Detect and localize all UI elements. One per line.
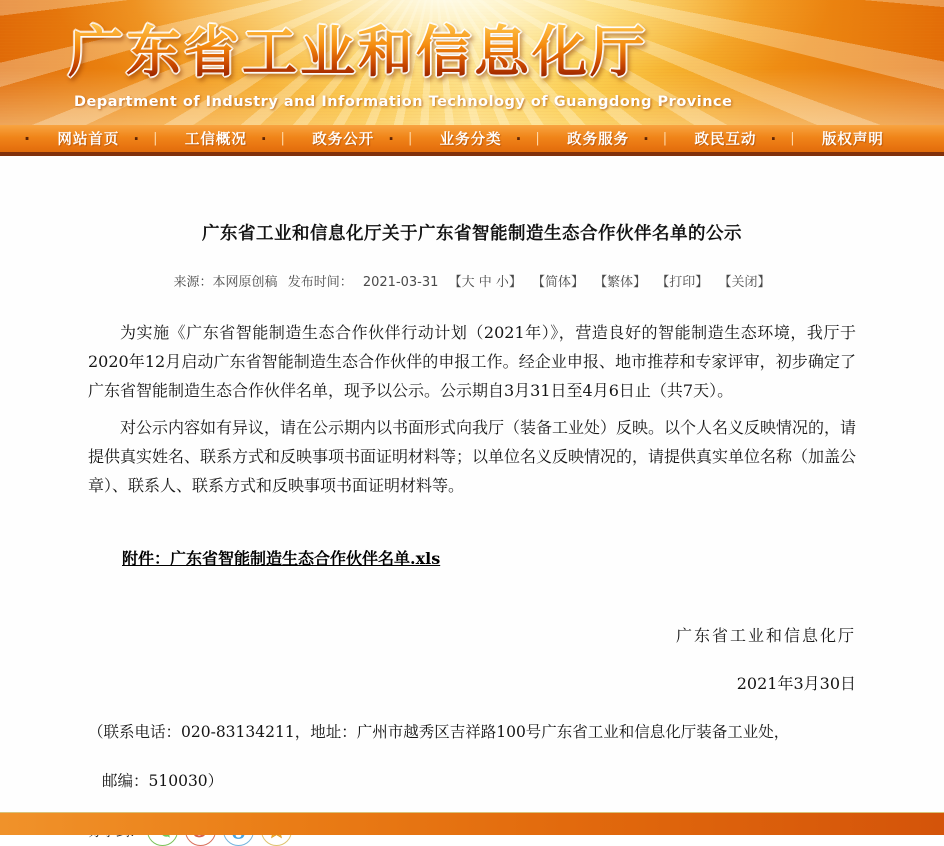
footer-bar xyxy=(0,812,944,835)
article-container xyxy=(0,156,944,812)
nav-pipe: | xyxy=(280,131,285,146)
nav-pipe: | xyxy=(407,131,413,146)
paragraph-2: 对公示内容如有异议，请在公示期内以书面形式向我厅（装备工业处）反映。以个人名义反映情况的，请提供真实姓名、联系方式和反映事项书面证明材料等；以单位名义反映情况的，请提供真实单位名称（加盖公章）、联系人、联系方式和反映事项书面证明材料等。 xyxy=(88,418,857,495)
nav-dot: · xyxy=(260,129,267,148)
main-nav xyxy=(0,125,944,156)
article-title: 广东省工业和信息化厅关于广东省智能制造生态合作伙伴名单的公示 xyxy=(202,224,742,244)
nav-dot: · xyxy=(643,129,649,148)
nav-item-home[interactable]: 网站首页 xyxy=(57,132,120,148)
close-button[interactable]: 【关闭】 xyxy=(718,275,771,290)
paragraph-1: 为实施《广东省智能制造生态合作伙伴行动计划（2021年）》，营造良好的智能制造生态环境，我厅于2020年12月启动广东省智能制造生态合作伙伴的申报工作。经企业申报、地市推荐和专家评审，初步确定了广东省智能制造生态合作伙伴名单，现予以公示。公示期自3月31日至4月6日止（共7天）。 xyxy=(88,323,856,400)
nav-item-services[interactable]: 政务服务 xyxy=(567,132,630,148)
site-title: 广东省工业和信息化厅 xyxy=(68,20,649,84)
contact-info-line2: 邮编：510030） xyxy=(102,772,224,790)
nav-dot: · xyxy=(133,129,140,148)
contact-info-line1: （联系电话：020-83134211，地址：广州市越秀区吉祥路100号广东省工业和信息化厅装备工业处， xyxy=(88,723,790,741)
print-button[interactable]: 【打印】 xyxy=(656,275,709,290)
signature-date: 2021年3月30日 xyxy=(736,674,856,693)
nav-lead-dot: · xyxy=(24,129,31,148)
nav-dot: · xyxy=(388,129,394,148)
header-banner xyxy=(0,0,944,125)
attachment-link[interactable]: 附件：广东省智能制造生态合作伙伴名单.xls xyxy=(122,549,441,568)
meta-pubtime-label: 发布时间： xyxy=(287,275,353,290)
nav-pipe: | xyxy=(535,131,540,146)
nav-item-interaction[interactable]: 政民互动 xyxy=(694,132,757,148)
traditional-button[interactable]: 【繁体】 xyxy=(594,275,647,290)
nav-item-copyright[interactable]: 版权声明 xyxy=(821,132,884,148)
signature-department: 广东省工业和信息化厅 xyxy=(675,626,856,645)
meta-date: 2021-03-31 xyxy=(362,275,439,290)
nav-dot: · xyxy=(515,129,522,148)
nav-item-business[interactable]: 业务分类 xyxy=(439,132,502,148)
nav-item-overview[interactable]: 工信概况 xyxy=(184,132,247,148)
nav-dot: · xyxy=(770,129,777,148)
simplified-button[interactable]: 【简体】 xyxy=(531,275,584,290)
article-meta xyxy=(88,271,856,290)
nav-item-gov-open[interactable]: 政务公开 xyxy=(312,132,375,148)
nav-pipe: | xyxy=(790,131,795,146)
nav-pipe: | xyxy=(662,131,668,146)
site-subtitle-en: Department of Industry and Information Technology of Guangdong Province xyxy=(74,94,733,110)
font-size-button[interactable]: 【大 中 小】 xyxy=(448,275,522,290)
meta-source: 来源：本网原创稿 xyxy=(173,275,278,290)
nav-pipe: | xyxy=(153,131,158,146)
